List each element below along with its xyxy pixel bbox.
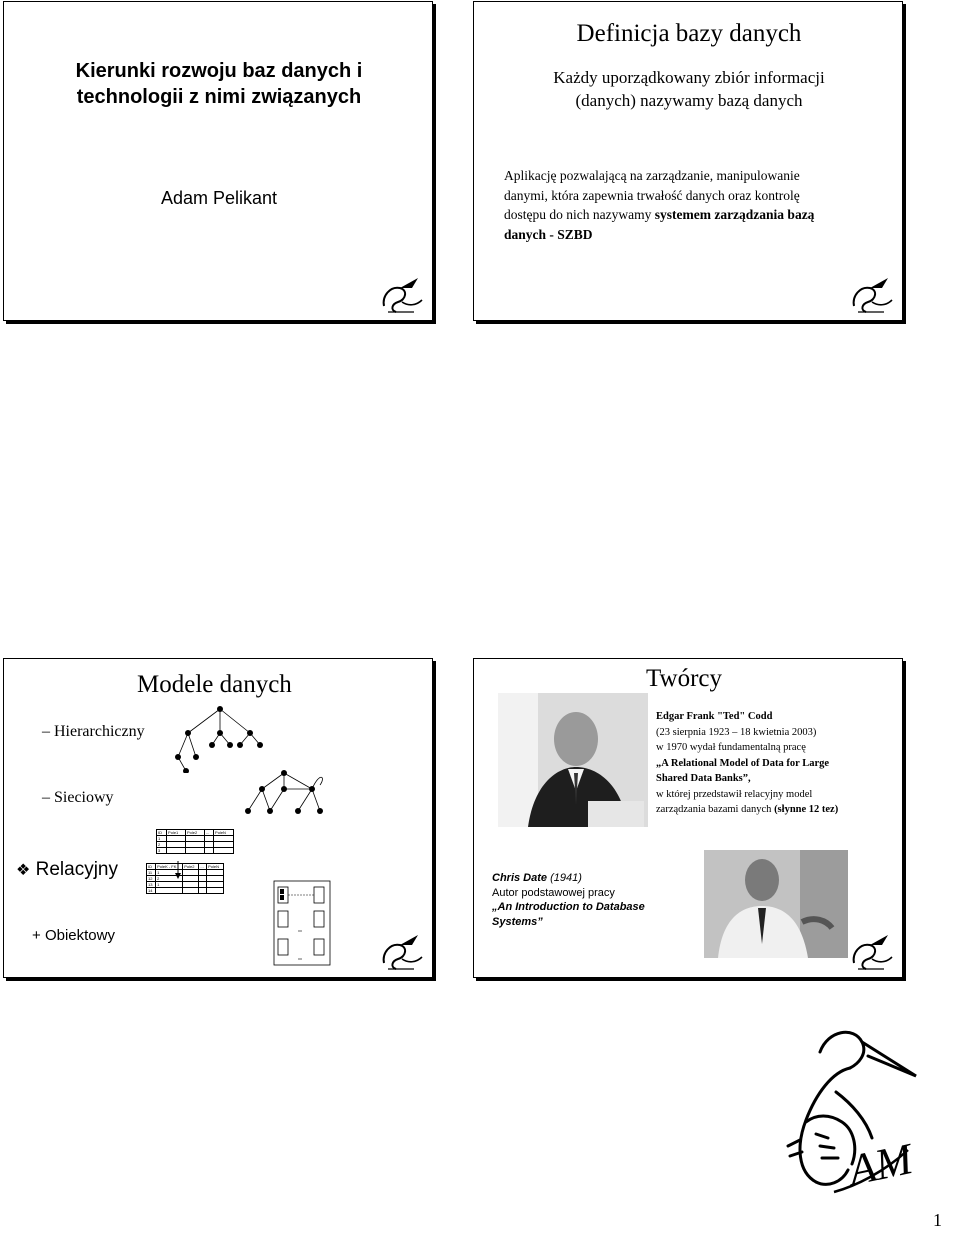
codd-line1: w 1970 wydał fundamentalną pracę — [656, 742, 806, 753]
model-item-label: Hierarchiczny — [54, 723, 145, 740]
slide-2-para-line2: danymi, która zapewnia trwałość danych oraz kontrolę — [504, 187, 800, 203]
pelican-logo-icon — [848, 929, 896, 973]
table-header-cell: Pole2 — [186, 830, 205, 836]
table-cell: 13 — [147, 882, 156, 888]
date-portrait-silhouette-icon — [704, 850, 848, 958]
model-item-hierarchical — [42, 723, 145, 741]
model-item-label: Obiektowy — [44, 927, 115, 944]
table-header-cell: ... — [204, 830, 213, 836]
page-number: 1 — [933, 1210, 942, 1230]
model-item-object — [32, 927, 115, 944]
slide-1-author: Adam Pelikant — [160, 188, 278, 208]
slide-2-para-line1: Aplikację pozwalającą na zarządzanie, manipulowanie — [504, 168, 800, 183]
slide-3 — [3, 658, 433, 978]
date-years: (1941) — [547, 872, 582, 884]
codd-portrait-photo — [498, 693, 648, 827]
date-work-line2 — [492, 915, 672, 930]
date-portrait-photo — [704, 850, 848, 958]
pelican-logo-icon — [848, 272, 896, 316]
codd-portrait-silhouette-icon — [498, 693, 648, 827]
slide-1-title-line2: technologii z nimi związanych — [76, 86, 362, 108]
pelican-logo-icon — [378, 272, 426, 316]
pelican-am-logo-icon — [776, 1022, 926, 1202]
table-row — [147, 888, 224, 894]
date-description — [492, 871, 672, 929]
date-name-line — [492, 871, 672, 886]
codd-work-line1 — [656, 756, 896, 772]
slide-2-para-line3 — [504, 205, 884, 225]
slide-1-title-line1: Kierunki rozwoju baz danych i — [75, 60, 363, 82]
slide-2 — [473, 1, 903, 321]
codd-dates: (23 sierpnia 1923 – 18 kwietnia 2003) — [656, 726, 817, 738]
codd-work-line2 — [656, 771, 896, 787]
table-header-row — [147, 864, 224, 870]
logo-lettering: AM — [844, 1134, 917, 1196]
table-header-cell: ... — [199, 864, 207, 870]
table-cell: 14 — [147, 888, 156, 894]
slide-1-title — [4, 58, 434, 110]
codd-name — [656, 709, 896, 725]
relational-table-1 — [156, 829, 234, 854]
network-graph-diagram — [240, 767, 330, 823]
table-cell: 2 — [157, 842, 167, 848]
model-item-label: Relacyjny — [35, 859, 118, 880]
slide-2-szbd-term: systemem zarządzania bazą — [654, 207, 815, 222]
table-cell: 11 — [147, 870, 156, 876]
codd-line2: w której przedstawił relacyjny model — [656, 788, 813, 800]
model-item-network — [42, 789, 114, 807]
hierarchical-tree-diagram — [174, 703, 270, 773]
date-work-title-2: Systems” — [492, 915, 543, 928]
table-header-cell: ID — [147, 864, 156, 870]
foreign-key-arrow-icon — [174, 861, 182, 881]
codd-line3 — [656, 802, 896, 818]
table-cell: 2 — [156, 876, 183, 882]
diamond-bullet-icon: ❖ — [16, 862, 31, 879]
object-model-diagram — [272, 879, 334, 969]
slide-3-title: Modele danych — [137, 671, 292, 698]
slide-2-title: Definicja bazy danych — [576, 20, 802, 47]
codd-description — [656, 709, 896, 818]
codd-work-title-1: „A Relational Model of Data for Large — [656, 757, 830, 769]
table-header-cell: PoleK - FK — [156, 864, 183, 870]
slide-2-paragraph — [504, 166, 884, 244]
date-name: Chris Date — [492, 872, 548, 884]
slide-2-para-line4 — [504, 225, 884, 245]
table-cell: 12 — [147, 876, 156, 882]
slide-4 — [473, 658, 903, 978]
relational-table-2 — [146, 863, 224, 894]
slide-1 — [3, 1, 433, 321]
model-item-relational — [16, 859, 118, 881]
model-item-marker: – — [42, 723, 50, 740]
table-cell: 1 — [156, 882, 183, 888]
table-row — [157, 848, 234, 854]
pelican-logo-icon — [378, 929, 426, 973]
table-header-cell: ID — [157, 830, 167, 836]
slide-4-title: Twórcy — [646, 665, 723, 692]
table-header-cell: Pole1 — [167, 830, 186, 836]
slide-2-szbd-acronym: danych - SZBD — [504, 226, 593, 242]
codd-name-text: Edgar Frank "Ted" Codd — [656, 711, 773, 722]
slide-2-para-line3-plain: dostępu do nich nazywamy — [504, 207, 655, 222]
table-header-cell: PoleN — [207, 864, 224, 870]
table-cell: 1 — [156, 870, 183, 876]
slide-2-def-line1: Każdy uporządkowany zbiór informacji — [553, 68, 825, 87]
date-work-line1 — [492, 900, 672, 915]
table-header-cell: PoleN — [214, 830, 234, 836]
table-cell: 1 — [157, 836, 167, 842]
slide-2-def-line2: (danych) nazywamy bazą danych — [575, 91, 803, 110]
slide-2-definition — [474, 66, 904, 112]
codd-12-rules: (słynne 12 tez) — [774, 804, 839, 815]
table-header-cell: Pole2 — [183, 864, 199, 870]
table-header-row — [157, 830, 234, 836]
model-item-label: Sieciowy — [54, 789, 114, 806]
date-work-title-1: „An Introduction to Database — [492, 901, 645, 913]
codd-line3-plain: zarządzania bazami danych — [656, 804, 775, 815]
codd-work-title-2: Shared Data Banks”, — [656, 773, 751, 784]
model-item-marker: + — [32, 927, 41, 944]
model-item-marker: – — [42, 789, 50, 806]
table-cell: 3 — [157, 848, 167, 854]
date-line1: Autor podstawowej pracy — [492, 886, 615, 899]
